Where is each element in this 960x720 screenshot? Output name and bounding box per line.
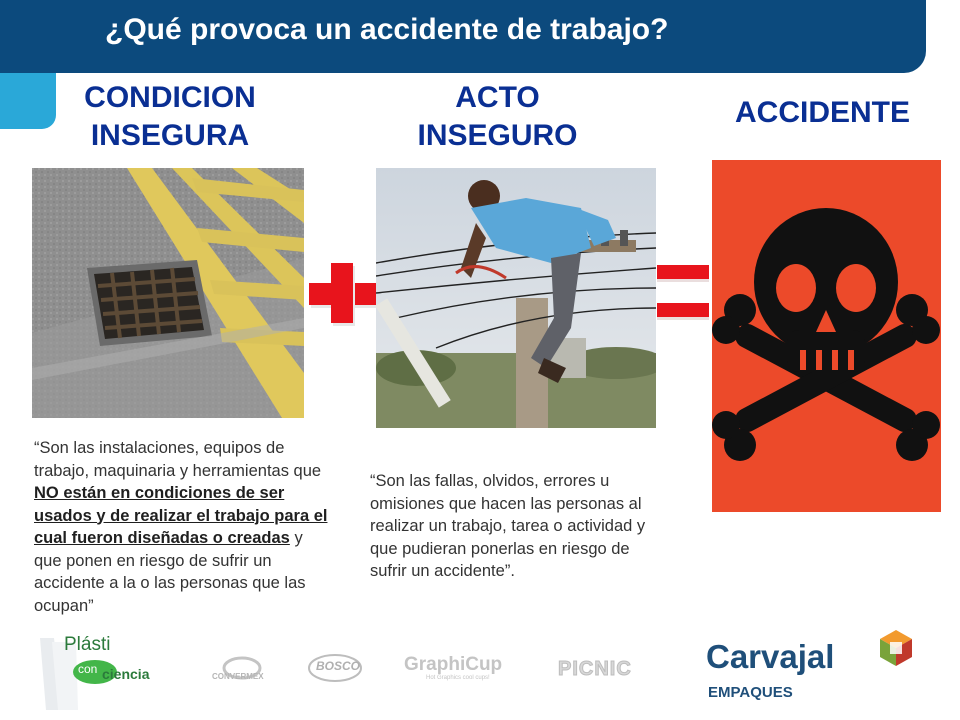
act-description: “Son las fallas, olvidos, errores u omisiones que hacen las personas al realizar un trabajo, tarea o actividad y que pudieran ponerlas en riesgo de sufrir un accidente”. (370, 472, 646, 580)
heading-accident-line1: ACCIDENTE (734, 96, 910, 129)
picnic-logo (556, 658, 648, 684)
unsafe-condition-photo (32, 168, 304, 418)
convermex-logo-text: CONVERMEX (212, 672, 264, 681)
carvajal-logo-name: Carvajal (706, 638, 835, 675)
unsafe-act-photo (376, 168, 656, 428)
bosco-logo (306, 652, 364, 688)
bosco-logo-text: BOSCO (316, 659, 361, 673)
heading-act-line2: INSEGURO (417, 119, 578, 152)
heading-act-line1: ACTO (455, 81, 540, 114)
plasticonciencia-logo (40, 632, 170, 712)
plasti-logo-main: Plásti (64, 634, 111, 655)
heading-condition-line2: INSEGURA (90, 119, 250, 152)
heading-condition-line1: CONDICION (84, 81, 256, 114)
graphicup-logo-text: GraphiCup (404, 654, 503, 675)
condition-description (34, 437, 332, 617)
plasti-logo-ciencia: ciencia (102, 666, 150, 682)
graphicup-tagline: Hot Graphics cool cups! (426, 675, 490, 681)
header-accent-tab (0, 73, 56, 129)
carvajal-cube-icon (876, 628, 916, 668)
graphicup-logo (402, 654, 522, 688)
picnic-logo-text: PICNIC (558, 658, 632, 680)
heading-condition (60, 79, 280, 155)
carvajal-logo-sub: EMPAQUES (708, 684, 793, 701)
plasti-logo-con: con (78, 662, 98, 676)
heading-accident (715, 94, 930, 132)
condition-description-post: y que ponen en riesgo de sufrir un accidente a la o las personas que las ocupan” (34, 529, 306, 615)
heading-act (400, 79, 595, 155)
slide-title: ¿Qué provoca un accidente de trabajo? (105, 13, 669, 46)
convermex-logo (210, 652, 274, 692)
skull-crossbones-icon (712, 160, 941, 512)
condition-description-pre: “Son las instalaciones, equipos de trabajo, maquinaria y herramientas que (34, 439, 322, 480)
carvajal-empaques-logo (706, 628, 926, 708)
condition-description-emphasis: NO están en condiciones de ser usados y de realizar el trabajo para el cual fueron diseñadas o creadas (34, 484, 328, 547)
